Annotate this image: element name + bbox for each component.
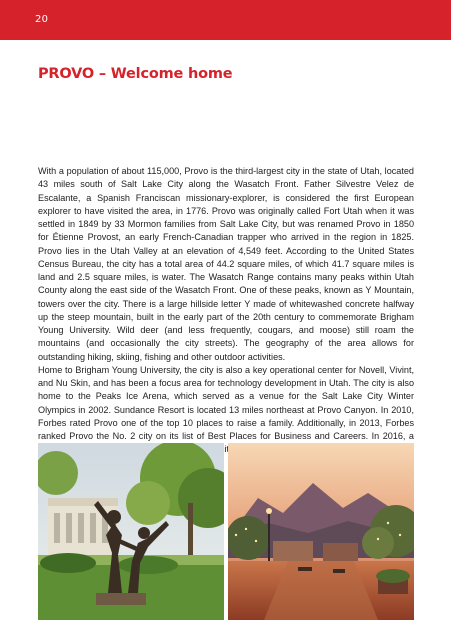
header-bar xyxy=(0,0,451,40)
page-number: 20 xyxy=(35,14,49,25)
article-title: PROVO – Welcome home xyxy=(38,66,233,82)
article-paragraph: Home to Brigham Young University, the city is also a key operational center for Novell, Vivint, and Nu Skin, and has been a focus area for technology development in Utah. The city is also home to the Peaks Ice Arena, which served as a venue for the Salt Lake City Winter Olympics in 2002. Sundance Resort is located 13 miles northeast at Provo Canyon. In 2010, Forbes rated Provo one of the top 10 places to raise a family. Additionally, in 2013, Forbes ranked Provo the No. 2 city on its list of Best Places for Business and Careers. In 2016, a city xyxy=(38,364,414,455)
article-paragraph: With a population of about 115,000, Provo is the third-largest city in the state of Utah, located 43 miles south of Salt Lake City along the Wasatch Front. Father Silvestre Velez de Escalante, a Spanish Franciscan missionary-explorer, is considered the first European explorer to have visited the area, in 1776. Provo was originally called Fort Utah when it was settled in 1849 by 33 Mormon families from Salt Lake City, but was renamed Provo in 1850 for Étienne Provost, an early French-Canadian trapper who arrived in the region in 1825. Provo lies in the Utah Valley at an elevation of 4,549 feet. According to the United States Census Bureau, the city has a total area of 44.2 square miles, of which 41.7 square miles is land and 2.5 square miles, is water. The Wasatch Range contains many peaks within Utah County along the east side of the Wasatch Front. One of these peaks, known as Y Mountain, towers over the city. There is a large hillside letter Y made of whitewashed concrete halfway up the steep mountain, built in the early part of the 20th century to commemorate Brigham Young University. Wild deer (and less frequently, cougars, and moose) still roam the mountains (and occasionally the city streets). The geography of the area allows for outstanding hiking, skiing, fishing and other outdoor activities. xyxy=(38,166,414,362)
statue-photo-illustration xyxy=(38,443,224,620)
plaza-photo-illustration xyxy=(228,443,414,620)
plaza-photo xyxy=(228,443,414,620)
article-body xyxy=(38,165,414,457)
statue-photo xyxy=(38,443,224,620)
